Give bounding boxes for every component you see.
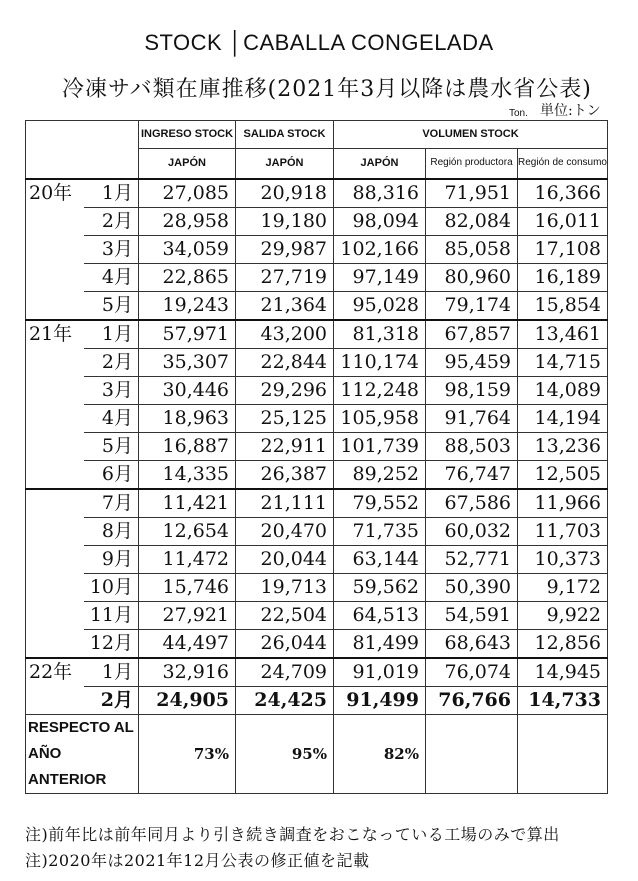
japon-stock-cell: 71,735 xyxy=(334,517,426,545)
table-row xyxy=(26,658,608,687)
region-productora-cell: 98,159 xyxy=(426,376,518,404)
region-consumo-cell: 16,011 xyxy=(518,207,608,235)
salida-cell: 21,364 xyxy=(236,291,334,320)
month-cell: 2月 xyxy=(84,207,139,235)
table-row xyxy=(26,432,608,460)
region-consumo-cell: 14,945 xyxy=(518,658,608,687)
salida-cell: 26,044 xyxy=(236,629,334,658)
ingreso-cell: 19,243 xyxy=(139,291,236,320)
region-consumo-cell: 9,922 xyxy=(518,601,608,629)
japon-stock-cell: 89,252 xyxy=(334,460,426,489)
stock-table xyxy=(25,120,608,794)
region-consumo-cell: 14,733 xyxy=(518,686,608,714)
salida-cell: 29,296 xyxy=(236,376,334,404)
table-row xyxy=(26,545,608,573)
japon-stock-cell: 81,499 xyxy=(334,629,426,658)
region-productora-cell: 76,747 xyxy=(426,460,518,489)
region-consumo-cell: 14,089 xyxy=(518,376,608,404)
region-productora-cell: 67,857 xyxy=(426,320,518,349)
table-row xyxy=(26,207,608,235)
region-productora-cell: 67,586 xyxy=(426,489,518,518)
month-cell: 4月 xyxy=(84,263,139,291)
subheader-japon-salida: JAPÓN xyxy=(236,149,334,179)
ingreso-cell: 12,654 xyxy=(139,517,236,545)
header-volumen: VOLUMEN STOCK xyxy=(334,121,608,149)
region-productora-cell: 50,390 xyxy=(426,573,518,601)
year-cell xyxy=(26,489,84,658)
japon-stock-cell: 91,499 xyxy=(334,686,426,714)
region-consumo-cell: 12,856 xyxy=(518,629,608,658)
month-cell: 7月 xyxy=(84,489,139,518)
ingreso-cell: 11,421 xyxy=(139,489,236,518)
month-cell: 11月 xyxy=(84,601,139,629)
subheader-japon-volumen: JAPÓN xyxy=(334,149,426,179)
ingreso-cell: 24,905 xyxy=(139,686,236,714)
note-1: 注)前年比は前年同月より引き続き調査をおこなっている工場のみで算出 xyxy=(25,825,560,844)
region-consumo-cell: 13,461 xyxy=(518,320,608,349)
unit-label-jp: 単位:トン xyxy=(540,103,601,119)
salida-cell: 22,844 xyxy=(236,348,334,376)
title-japanese: 冷凍サバ類在庫推移(2021年3月以降は農水省公表) xyxy=(62,77,592,102)
ingreso-cell: 16,887 xyxy=(139,432,236,460)
month-cell: 5月 xyxy=(84,291,139,320)
japon-stock-cell: 102,166 xyxy=(334,235,426,263)
region-productora-cell: 76,766 xyxy=(426,686,518,714)
region-consumo-cell: 14,715 xyxy=(518,348,608,376)
month-cell: 3月 xyxy=(84,235,139,263)
japon-stock-cell: 63,144 xyxy=(334,545,426,573)
region-productora-cell: 95,459 xyxy=(426,348,518,376)
japon-stock-cell: 98,094 xyxy=(334,207,426,235)
salida-cell: 20,470 xyxy=(236,517,334,545)
footer-ingreso-ratio: 73% xyxy=(139,714,236,793)
corner-cell xyxy=(26,121,139,179)
ingreso-cell: 27,921 xyxy=(139,601,236,629)
salida-cell: 24,425 xyxy=(236,686,334,714)
region-consumo-cell: 11,703 xyxy=(518,517,608,545)
japon-stock-cell: 97,149 xyxy=(334,263,426,291)
table-row xyxy=(26,686,608,714)
region-productora-cell: 79,174 xyxy=(426,291,518,320)
year-cell: 22年 xyxy=(26,658,84,715)
salida-cell: 22,504 xyxy=(236,601,334,629)
region-consumo-cell: 11,966 xyxy=(518,489,608,518)
region-productora-cell: 71,951 xyxy=(426,179,518,208)
salida-cell: 29,987 xyxy=(236,235,334,263)
japon-stock-cell: 112,248 xyxy=(334,376,426,404)
region-consumo-cell: 12,505 xyxy=(518,460,608,489)
salida-cell: 26,387 xyxy=(236,460,334,489)
ingreso-cell: 35,307 xyxy=(139,348,236,376)
japon-stock-cell: 88,316 xyxy=(334,179,426,208)
footer-empty-cons xyxy=(518,714,608,793)
month-cell: 12月 xyxy=(84,629,139,658)
salida-cell: 19,180 xyxy=(236,207,334,235)
footer-label: RESPECTO AL AÑO ANTERIOR xyxy=(26,714,139,793)
ingreso-cell: 57,971 xyxy=(139,320,236,349)
ingreso-cell: 22,865 xyxy=(139,263,236,291)
region-consumo-cell: 15,854 xyxy=(518,291,608,320)
salida-cell: 25,125 xyxy=(236,404,334,432)
subheader-region-consumo: Región de consumo xyxy=(518,149,608,179)
region-productora-cell: 82,084 xyxy=(426,207,518,235)
month-cell: 8月 xyxy=(84,517,139,545)
japon-stock-cell: 110,174 xyxy=(334,348,426,376)
ingreso-cell: 44,497 xyxy=(139,629,236,658)
japon-stock-cell: 79,552 xyxy=(334,489,426,518)
table-row xyxy=(26,517,608,545)
ingreso-cell: 30,446 xyxy=(139,376,236,404)
japon-stock-cell: 59,562 xyxy=(334,573,426,601)
table-row xyxy=(26,404,608,432)
region-productora-cell: 80,960 xyxy=(426,263,518,291)
note-2: 注)2020年は2021年12月公表の修正値を記載 xyxy=(25,851,370,870)
month-cell: 5月 xyxy=(84,432,139,460)
table-row xyxy=(26,320,608,349)
month-cell: 3月 xyxy=(84,376,139,404)
month-cell: 2月 xyxy=(84,348,139,376)
region-productora-cell: 60,032 xyxy=(426,517,518,545)
table-row xyxy=(26,291,608,320)
salida-cell: 21,111 xyxy=(236,489,334,518)
salida-cell: 19,713 xyxy=(236,573,334,601)
region-productora-cell: 52,771 xyxy=(426,545,518,573)
ingreso-cell: 32,916 xyxy=(139,658,236,687)
ingreso-cell: 28,958 xyxy=(139,207,236,235)
table-row xyxy=(26,376,608,404)
region-productora-cell: 76,074 xyxy=(426,658,518,687)
salida-cell: 27,719 xyxy=(236,263,334,291)
month-cell: 10月 xyxy=(84,573,139,601)
ingreso-cell: 15,746 xyxy=(139,573,236,601)
unit-label-en: Ton. xyxy=(509,108,528,119)
region-consumo-cell: 17,108 xyxy=(518,235,608,263)
footer-japon-ratio: 82% xyxy=(334,714,426,793)
subheader-japon-ingreso: JAPÓN xyxy=(139,149,236,179)
region-productora-cell: 68,643 xyxy=(426,629,518,658)
japon-stock-cell: 101,739 xyxy=(334,432,426,460)
table-row xyxy=(26,348,608,376)
month-cell: 6月 xyxy=(84,460,139,489)
month-cell: 1月 xyxy=(84,179,139,208)
subheader-region-productora: Región productora xyxy=(426,149,518,179)
table-row xyxy=(26,601,608,629)
month-cell: 2月 xyxy=(84,686,139,714)
footer-empty-prod xyxy=(426,714,518,793)
month-cell: 9月 xyxy=(84,545,139,573)
table-row xyxy=(26,235,608,263)
region-consumo-cell: 13,236 xyxy=(518,432,608,460)
region-consumo-cell: 10,373 xyxy=(518,545,608,573)
footer-salida-ratio: 95% xyxy=(236,714,334,793)
table-row xyxy=(26,179,608,208)
japon-stock-cell: 81,318 xyxy=(334,320,426,349)
table-row xyxy=(26,629,608,658)
ingreso-cell: 18,963 xyxy=(139,404,236,432)
region-consumo-cell: 9,172 xyxy=(518,573,608,601)
month-cell: 4月 xyxy=(84,404,139,432)
year-cell: 20年 xyxy=(26,179,84,320)
header-ingreso: INGRESO STOCK xyxy=(139,121,236,149)
region-productora-cell: 88,503 xyxy=(426,432,518,460)
region-consumo-cell: 16,189 xyxy=(518,263,608,291)
salida-cell: 43,200 xyxy=(236,320,334,349)
japon-stock-cell: 95,028 xyxy=(334,291,426,320)
japon-stock-cell: 64,513 xyxy=(334,601,426,629)
region-consumo-cell: 16,366 xyxy=(518,179,608,208)
japon-stock-cell: 91,019 xyxy=(334,658,426,687)
salida-cell: 20,918 xyxy=(236,179,334,208)
table-body xyxy=(26,179,608,715)
salida-cell: 22,911 xyxy=(236,432,334,460)
month-cell: 1月 xyxy=(84,320,139,349)
salida-cell: 20,044 xyxy=(236,545,334,573)
table-row xyxy=(26,573,608,601)
region-productora-cell: 85,058 xyxy=(426,235,518,263)
ingreso-cell: 11,472 xyxy=(139,545,236,573)
salida-cell: 24,709 xyxy=(236,658,334,687)
table-row xyxy=(26,263,608,291)
header-salida: SALIDA STOCK xyxy=(236,121,334,149)
region-productora-cell: 91,764 xyxy=(426,404,518,432)
month-cell: 1月 xyxy=(84,658,139,687)
year-cell: 21年 xyxy=(26,320,84,489)
ingreso-cell: 34,059 xyxy=(139,235,236,263)
table-row xyxy=(26,489,608,518)
ingreso-cell: 14,335 xyxy=(139,460,236,489)
ingreso-cell: 27,085 xyxy=(139,179,236,208)
region-consumo-cell: 14,194 xyxy=(518,404,608,432)
japon-stock-cell: 105,958 xyxy=(334,404,426,432)
region-productora-cell: 54,591 xyxy=(426,601,518,629)
title-english: STOCK │CABALLA CONGELADA xyxy=(144,30,494,55)
table-row xyxy=(26,460,608,489)
